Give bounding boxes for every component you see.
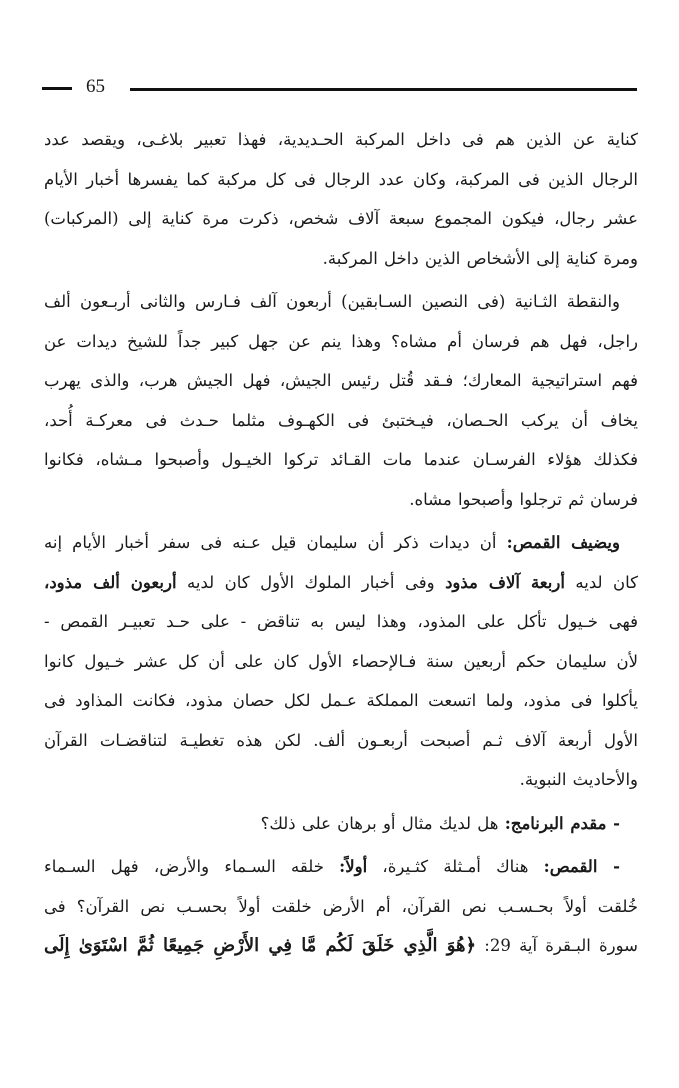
page-header [42,74,637,100]
speaker-label: - مقدم البرنامج: [504,813,620,833]
text-line: والنقطة الثـانية (فى النصين السـابقين) أربعون آلف فـارس والثانى أربـعون ألف [44,292,620,311]
text-line: فرسان ثم ترجلوا وأصبحوا مشاه. [409,489,638,509]
text-line: فكذلك هؤلاء الفرسـان عندما مات القـائد تركوا الخيـول وأصبحوا مـشاه، فكانوا [44,450,638,469]
speaker-label: - القمص: [543,857,620,876]
bold-phrase: أربعون ألف مذود، [44,572,177,592]
line-text: هل لديك مثال أو برهان على ذلك؟ [260,813,505,833]
text-line: ومرة كناية إلى الأشخاص الذين داخل المركبة. [322,248,638,268]
page-number: 65 [86,76,105,97]
text-line: كناية عن الذين هم فى داخل المركبة الحـديدية، فهذا تعبير بلاغـى، ويقصد عدد [44,130,638,149]
text-line: راجل، فهل هم فرسان أم مشاه؟ وهذا ينم عن جهل كبير جداً للشيخ ديدات عن [44,331,638,351]
paragraph-3 [44,523,638,800]
header-dash [42,87,72,90]
paragraph-4 [44,804,638,844]
speaker-label: ويضيف القمص: [506,533,620,552]
quran-verse: ﴿هُوَ الَّذِي خَلَقَ لَكُم مَّا فِي الأَرْضِ جَمِيعًا ثُمَّ اسْتَوَىٰ إِلَى [44,935,477,956]
bold-phrase: أولاً: [339,857,368,876]
text-line: لأن سليمان حكم أربعين سنة فـالإحصاء الأول كان على أن كل عشر خـيول كانوا [44,651,638,671]
text-line: يخاف أن يركب الحـصان، فيـختبئ فى الكهـوف مثلما حـدث فى معركـة أُحد، [44,410,638,430]
line-text: كان لديه [564,572,638,592]
text-line: خُلقت أولاً بحـسـب نص القرآن، أم الأرض خلقت أولاً بحسـب نص القرآن؟ فى [44,896,638,916]
line-text: خلقه السـماء والأرض، فهل السـماء [44,857,340,876]
text-line [44,523,638,563]
line-text: وفى أخبار الملوك الأول كان لديه [176,572,446,592]
paragraph-1 [44,120,638,278]
text-line: الأول أربعة آلاف ثـم أصبحت أربعـون ألف. لكن هذه تغطيـة لتناقضـات القرآن [44,730,638,750]
line-text: سورة البـقرة آية 29: [476,936,638,955]
text-line: والأحاديث النبوية. [519,770,638,789]
paragraph-2 [44,282,638,519]
page-body [44,120,638,970]
bold-phrase: أربعة آلاف مذود [445,572,565,592]
text-line: يأكلوا فى مذود، ولما اتسعت المملكة عـمل لكل حصان مذود، فكانت المذاود فى [44,691,638,710]
text-line: فهى خـيول تأكل على المذود، وهذا ليس به تناقض - على حـد تعبيـر القمص - [44,612,638,631]
text-line [44,563,638,603]
line-text: هناك أمـثلة كثـيرة، [367,857,544,876]
text-line [44,804,638,844]
header-rule [130,88,637,91]
line-text: أن ديدات ذكر أن سليمان قيل عـنه فى سفر أخبار الأيام إنه [44,533,507,552]
text-line [44,926,638,966]
text-line: عشر رجال، فيكون المجموع سبعة آلاف شخص، ذكرت مرة كناية إلى (المركبات) [44,209,638,228]
text-line: فهم استراتيجية المعارك؛ فـقد قُتل رئيس الجيش، فهل الجيش هرب، والذى يهرب [44,371,638,390]
paragraph-5 [44,847,638,966]
text-line: الرجال الذين فى المركبة، وكان عدد الرجال فى كل مركبة كما يفسرها أخبار الأيام [44,169,638,189]
text-line [44,847,638,887]
